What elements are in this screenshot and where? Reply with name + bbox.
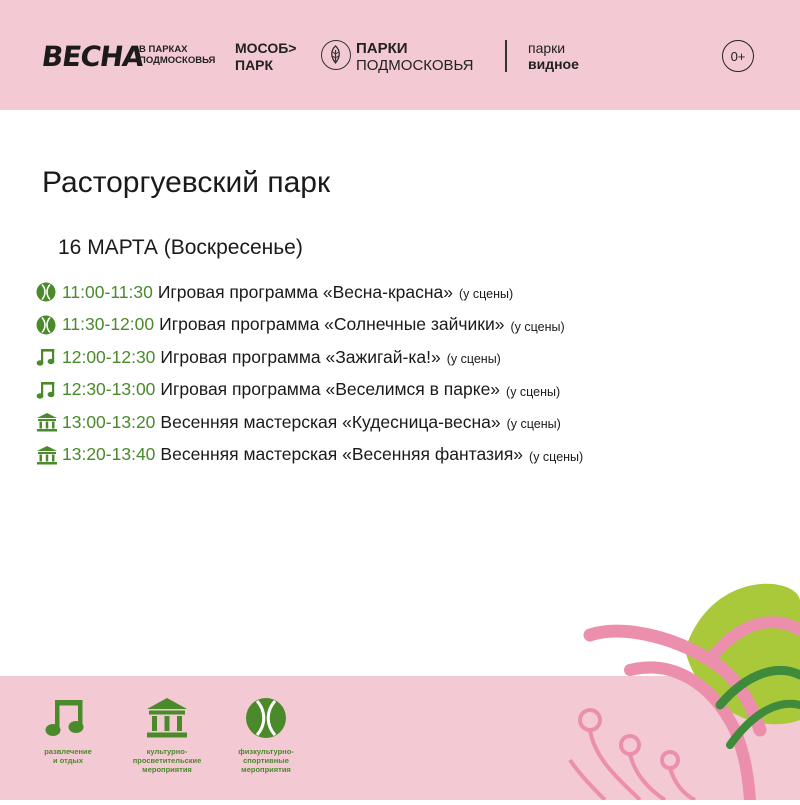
legend-sport (211, 697, 321, 774)
legend-entertainment (13, 697, 123, 765)
music-note-icon (36, 346, 62, 368)
age-rating-badge: 0+ (722, 40, 754, 72)
event-time: 12:00-12:30 (62, 346, 156, 367)
vesna-logo-subtitle (139, 44, 215, 66)
legend-label-line: просветительские (132, 756, 202, 765)
parki-podmoskovya-logo (356, 40, 474, 74)
legend-label (211, 747, 321, 774)
mosobl-line-1: МОСОБ> (235, 40, 297, 56)
legend-label-line: культурно- (146, 747, 188, 756)
header-bar (0, 0, 800, 110)
parki-line-2: ПОДМОСКОВЬЯ (356, 57, 474, 74)
event-title: Весенняя мастерская «Весенняя фантазия» (160, 444, 524, 465)
event-row (36, 374, 583, 407)
event-row (36, 309, 583, 342)
event-row (36, 439, 583, 472)
event-row (36, 341, 583, 374)
vesna-sub-line-2: ПОДМОСКОВЬЯ (139, 55, 216, 66)
legend-label-line: мероприятия (241, 765, 291, 774)
event-time: 12:30-13:00 (62, 379, 156, 400)
event-row (36, 276, 583, 309)
logo-divider (505, 40, 507, 72)
event-time: 11:00-11:30 (62, 281, 153, 302)
legend-label-line: спортивные (243, 756, 289, 765)
event-location: (у сцены) (506, 417, 561, 432)
legend-label-line: и отдых (53, 756, 83, 765)
event-date: 16 МАРТА (Воскресенье) (58, 236, 303, 259)
event-row (36, 406, 583, 439)
event-location: (у сцены) (510, 319, 565, 334)
parki-line-1: ПАРКИ (356, 40, 408, 57)
event-title: Игровая программа «Весна-красна» (157, 281, 453, 302)
event-location: (у сцены) (506, 384, 561, 399)
mosobl-line-2: ПАРК (235, 57, 274, 73)
parki-vidnoe-logo (528, 40, 579, 72)
vidnoe-line-2: видное (528, 56, 579, 72)
sport-ball-icon (211, 697, 321, 739)
music-note-icon (36, 379, 62, 401)
event-title: Весенняя мастерская «Кудесница-весна» (160, 411, 501, 432)
event-time: 13:00-13:20 (62, 411, 156, 432)
legend-label-line: развлечение (44, 747, 92, 756)
event-title: Игровая программа «Солнечные зайчики» (159, 314, 505, 335)
sport-ball-icon (36, 314, 62, 336)
mosoblpark-logo (235, 40, 296, 74)
event-time: 11:30-12:00 (62, 314, 155, 335)
event-location: (у сцены) (459, 287, 514, 302)
legend-label-line: мероприятия (142, 765, 192, 774)
event-list (36, 276, 583, 471)
legend-label (13, 747, 123, 765)
legend-label-line: физкультурно- (238, 747, 294, 756)
sport-ball-icon (36, 281, 62, 303)
museum-icon (36, 411, 62, 433)
page-title: Расторгуевский парк (42, 166, 331, 199)
event-title: Игровая программа «Веселимся в парке» (160, 379, 501, 400)
event-location: (у сцены) (446, 352, 501, 367)
event-location: (у сцены) (529, 449, 584, 464)
museum-icon (36, 444, 62, 466)
legend-label (112, 747, 222, 774)
event-time: 13:20-13:40 (62, 444, 156, 465)
museum-icon (112, 697, 222, 739)
legend-cultural (112, 697, 222, 774)
vidnoe-line-1: парки (528, 40, 566, 56)
decorative-plant-icon (560, 560, 800, 805)
vesna-sub-line-1: В ПАРКАХ (139, 44, 188, 55)
leaf-logo-icon (321, 40, 351, 70)
vesna-logo: ВЕСНА (39, 40, 146, 73)
music-note-icon (13, 697, 123, 739)
event-title: Игровая программа «Зажигай-ка!» (160, 346, 441, 367)
